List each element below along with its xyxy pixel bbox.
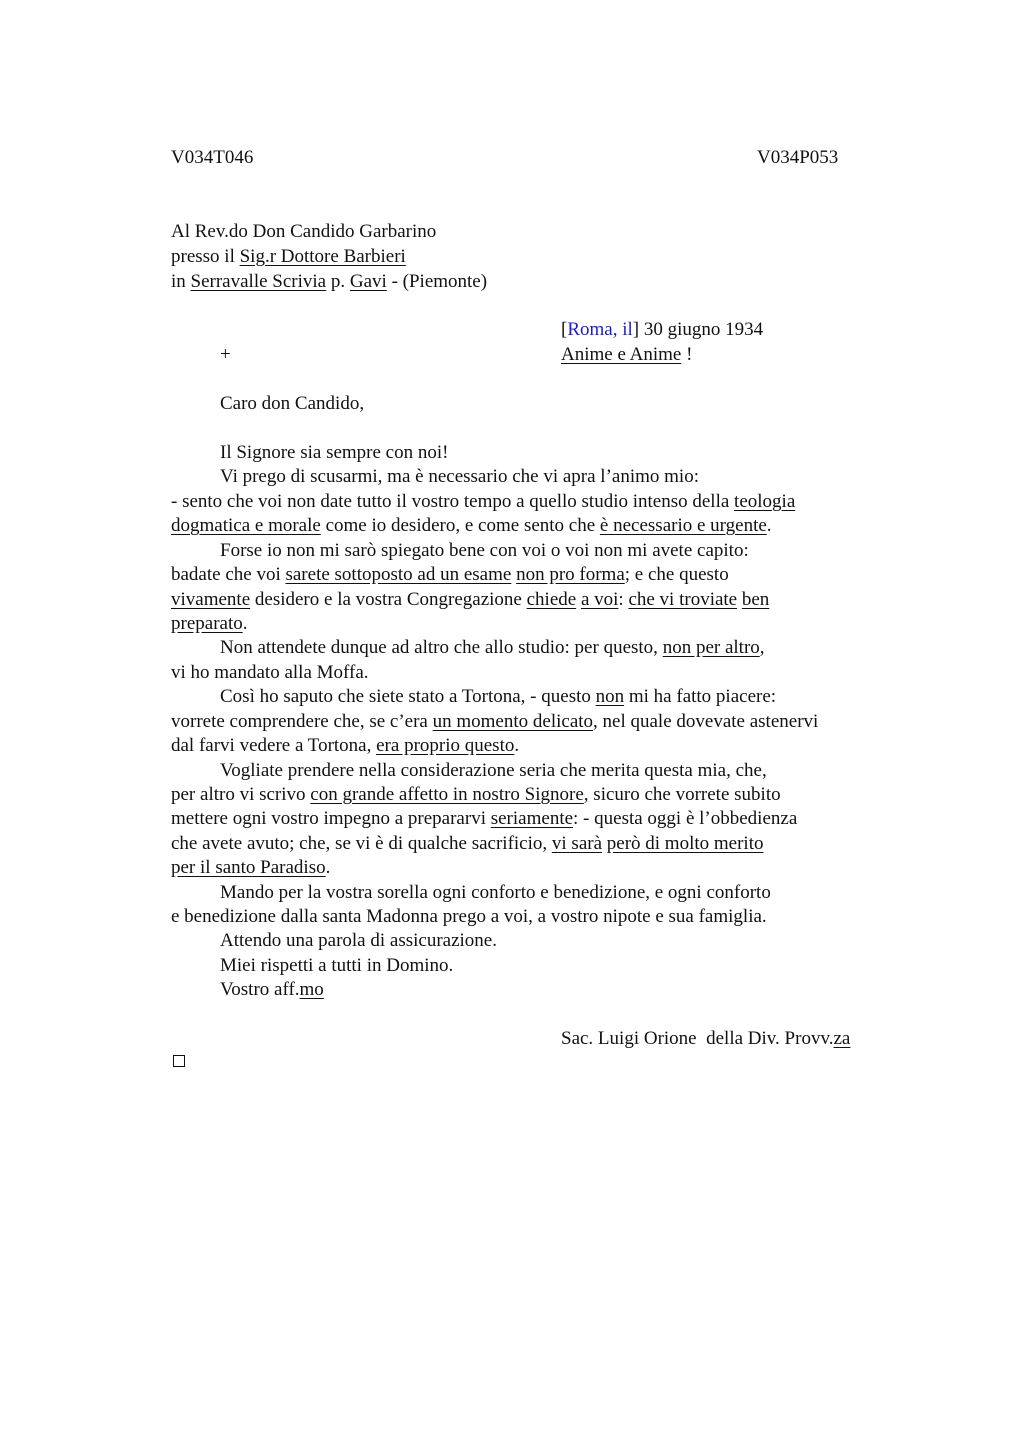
body-line: vi ho mandato alla Moffa. [171, 662, 369, 683]
address-line-3 [171, 270, 487, 294]
address-line-1: Al Rev.do Don Candido Garbarino [171, 221, 437, 242]
underlined-run: non [595, 686, 625, 707]
underlined-run: sarete sottoposto ad un esame [285, 564, 512, 585]
underlined-run: Serravalle Scrivia [190, 271, 327, 292]
text-run: ; e che questo [624, 564, 729, 585]
text-run: . [242, 613, 248, 634]
underlined-run: ben [741, 589, 770, 610]
underlined-run: con grande affetto in nostro Signore [310, 784, 584, 805]
underlined-run: Sig.r Dottore Barbieri [239, 246, 406, 267]
body-line [220, 685, 776, 709]
place-editorial: Roma, il [567, 319, 633, 340]
body-line [171, 612, 247, 636]
underlined-run: a voi [580, 589, 619, 610]
dateline [561, 318, 763, 342]
text-run: mettere ogni vostro impegno a prepararvi [171, 808, 491, 829]
text-run: per altro vi scrivo [171, 784, 311, 805]
body-line: Miei rispetti a tutti in Domino. [220, 955, 454, 976]
text-run: Sac. Luigi Orione della Div. Provv. [561, 1028, 834, 1049]
underlined-run: per il santo Paradiso [171, 857, 326, 878]
text-run: p. [326, 271, 350, 292]
document-code-right: V034P053 [757, 147, 839, 168]
body-line [220, 636, 765, 660]
text-run: Vostro aff. [220, 979, 300, 1000]
text-run: presso il [171, 246, 240, 267]
body-line: Attendo una parola di assicurazione. [220, 930, 497, 951]
underlined-run: preparato [171, 613, 243, 634]
body-line [171, 490, 795, 514]
underlined-run: teologia [734, 491, 796, 512]
underlined-run: vivamente [171, 589, 251, 610]
text-run: ! [681, 344, 693, 365]
text-run: , nel quale dovevate astenervi [593, 711, 819, 732]
document-code-left: V034T046 [171, 147, 254, 168]
underlined-run: non pro forma [516, 564, 625, 585]
text-run: in [171, 271, 191, 292]
body-line: Vi prego di scusarmi, ma è necessario che vi apra l’animo mio: [220, 466, 699, 487]
motto [561, 343, 692, 367]
address-line-2 [171, 245, 406, 269]
underlined-run: un momento delicato [432, 711, 594, 732]
text-run: : [618, 589, 629, 610]
text-run: , [759, 637, 765, 658]
text-run: - sento che voi non date tutto il vostro tempo a quello studio intenso della [171, 491, 735, 512]
text-run: , sicuro che vorrete subito [583, 784, 781, 805]
underlined-run: vi sarà [551, 833, 603, 854]
underlined-run: za [833, 1028, 851, 1049]
text-run: vorrete comprendere che, se c’era [171, 711, 433, 732]
body-line [171, 514, 772, 538]
text-run: badate che voi [171, 564, 286, 585]
body-line [171, 710, 818, 734]
body-line [171, 734, 519, 758]
signature [561, 1027, 850, 1051]
underlined-run: chiede [526, 589, 577, 610]
underlined-run: non per altro [662, 637, 760, 658]
text-run: Così ho saputo che siete stato a Tortona, - questo [220, 686, 596, 707]
underlined-run: Gavi [349, 271, 387, 292]
body-line: Mando per la vostra sorella ogni conforto e benedizione, e ogni conforto [220, 882, 771, 903]
underlined-run: era proprio questo [376, 735, 515, 756]
body-line [171, 783, 781, 807]
body-line [171, 807, 797, 831]
text-run: desidero e la vostra Congregazione [250, 589, 527, 610]
underlined-run: è necessario e urgente [599, 515, 767, 536]
underlined-run: dogmatica e morale [171, 515, 321, 536]
body-line: Il Signore sia sempre con noi! [220, 442, 449, 463]
end-box-icon [173, 1055, 185, 1067]
body-line [220, 978, 324, 1002]
body-line: e benedizione dalla santa Madonna prego a voi, a vostro nipote e sua famiglia. [171, 906, 767, 927]
date-text: 30 giugno 1934 [639, 319, 764, 340]
underlined-run: che vi troviate [628, 589, 738, 610]
text-run: . [514, 735, 520, 756]
text-run: : - questa oggi è l’obbedienza [573, 808, 798, 829]
bracket-close: ] [632, 319, 640, 340]
bracket-open: [ [561, 319, 568, 340]
body-line [171, 588, 769, 612]
text-run: come io desidero, e come sento che [320, 515, 600, 536]
salutation: Caro don Candido, [220, 393, 365, 414]
underlined-run: Anime e Anime [561, 344, 682, 365]
body-line [171, 563, 729, 587]
text-run: - (Piemonte) [386, 271, 488, 292]
text-run: . [766, 515, 772, 536]
body-line: Vogliate prendere nella considerazione seria che merita questa mia, che, [220, 760, 767, 781]
text-run: dal farvi vedere a Tortona, [171, 735, 377, 756]
body-line: Forse io non mi sarò spiegato bene con voi o voi non mi avete capito: [220, 540, 749, 561]
text-run: . [325, 857, 331, 878]
text-run: che avete avuto; che, se vi è di qualche sacrificio, [171, 833, 552, 854]
cross-mark: + [220, 344, 231, 365]
body-line [171, 856, 330, 880]
text-run: mi ha fatto piacere: [624, 686, 777, 707]
underlined-run: però di molto merito [606, 833, 764, 854]
underlined-run: mo [299, 979, 324, 1000]
text-run: Non attendete dunque ad altro che allo studio: per questo, [220, 637, 663, 658]
underlined-run: seriamente [490, 808, 574, 829]
body-line [171, 832, 764, 856]
